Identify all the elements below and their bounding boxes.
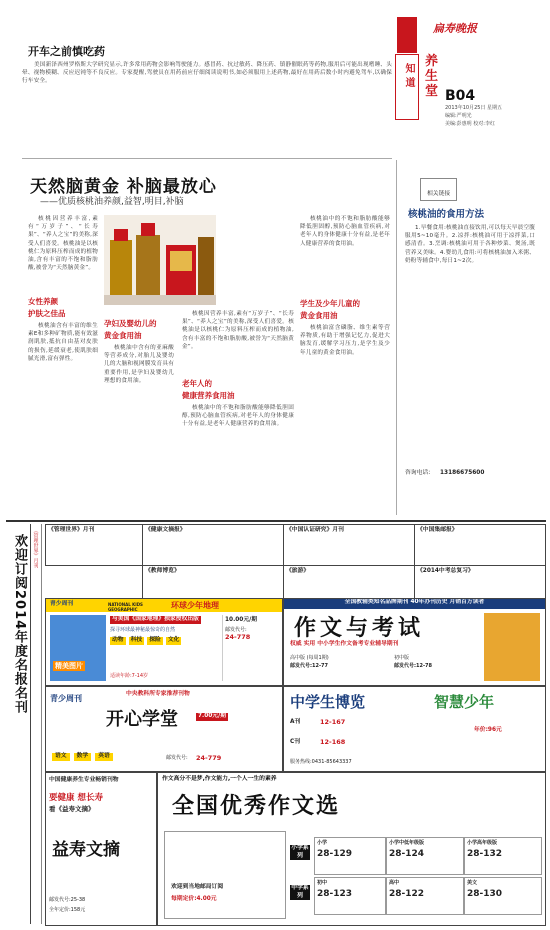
qingshao-tags [110, 637, 181, 645]
youxiu-cell [386, 877, 464, 915]
article2-column3: 核桃因营养丰富,素有“万岁子”、“长寿果”、“养人之宝”的美称,深受人们喜爱。核桃油是以核桃仁为原料压榨而成的植物油,含有丰富的不饱和脂肪酸,被誉为“天然脑黄金”。 [182, 311, 294, 350]
youxiu-cell-v: 28-129 [317, 848, 353, 859]
masthead-tab-box [395, 54, 419, 120]
qingshao-tag: 探险 [149, 637, 161, 643]
masthead-editor: 编辑:严明光 [445, 113, 472, 119]
student-body: 核桃油富含磷脂、维生素等营养物质,有助于增强记忆力,促进大脑发育,缓解学习压力,是学生及少年儿童的黄金食用油。 [300, 325, 390, 356]
masthead-bar [397, 17, 417, 53]
yishou-line3: 看《益寿文摘》 [49, 805, 95, 813]
qingshao-cover [50, 615, 106, 681]
sidebar-phone: 13186675600 [440, 470, 485, 476]
qingshao-geo: NATIONAL KIDS GEOGRAPHIC [108, 602, 143, 612]
kaixin-code-value: 24-779 [196, 754, 222, 762]
youxiu-cell [314, 837, 386, 875]
zuowen-covers [484, 613, 540, 681]
list-c5-title: 《教师博览》 [145, 568, 180, 574]
ad-kaixin [45, 686, 283, 772]
heading-elder: 老年人的 [182, 379, 212, 388]
kaixin-brand: 青少周刊 [50, 694, 82, 703]
qingshao-line2: 探寻环球最神秘最惊奇的自然 [110, 627, 176, 633]
qingshao-sample: 精美图片 [55, 662, 83, 670]
heading-elder2: 健康营养食用油 [182, 391, 235, 400]
product-image [104, 215, 216, 305]
sidebar-body: 1.早餐食用:核桃油直接饮用,可以每天早晨空腹服用5~10毫升。2.凉拌:核桃油可用于凉拌菜,口感清香。3.烹调:核桃油可用于各种炒菜、煲汤,既营养又美味。4.婴幼儿食用:可将核桃油加入米粥、奶粉等辅食中,每日1~2次。 [405, 225, 535, 264]
youxiu-cell [464, 837, 542, 875]
youxiu-cell-v: 28-130 [467, 888, 503, 899]
subscribe-list-strip [31, 524, 42, 924]
youxiu-info-box [164, 831, 286, 919]
qingshao-pricebox [222, 615, 279, 681]
list-c4-title: 《中国集邮报》 [417, 527, 458, 533]
subscribe-strip [6, 524, 31, 924]
zhongxue-sub: 智慧少年 [434, 693, 495, 711]
youxiu-cell-v: 28-122 [389, 888, 425, 899]
sidebar-tag-text: 相关链接 [427, 191, 451, 197]
zhongxue-a1c: 12-167 [320, 718, 346, 726]
zhongxue-a1: A刊 [290, 719, 301, 725]
ad-zhongxue [283, 686, 546, 772]
article1-body: 美国新泽西州罗格斯大学研究显示,许多常用药物会影响驾驶能力。感冒药、抗过敏药、降压药、镇静催眠药等药物,服用后可能出现嗜睡、头晕、视物模糊、反应迟钝等不良反应。专家提醒,驾驶员在用药前应仔细阅读说明书,如必须服用上述药物,最好在用药后数小时内避免驾车,以确保行车安全。 [22, 62, 392, 85]
youxiu-label-b: 中学系列 [291, 885, 309, 899]
list-c6 [283, 565, 415, 599]
masthead-tab-text: 知道 [403, 63, 414, 91]
list-c4 [414, 524, 546, 566]
list-c1 [45, 524, 143, 566]
yishou-price: 全年定价:158元 [49, 907, 86, 913]
zhongxue-a2c: 12-168 [320, 738, 346, 746]
youxiu-top: 作文高分不是梦,作文能力,一个人一生的素养 [162, 776, 277, 782]
zhongxue-price: 年价:96元 [474, 727, 502, 733]
subscribe-list-text: 《管理世界》月刊 [32, 528, 39, 568]
masthead-code: B04 [445, 88, 476, 104]
zuowen-r1c: 邮发代号:12-77 [290, 663, 328, 669]
article2-column4-top: 核桃油中的不饱和脂肪酸能够降低胆固醇,预防心脑血管疾病,对老年人的身体健康十分有益,是老年人健康营养的食用油。 [300, 216, 390, 247]
masthead-date: 2013年10月25日 星期五 [445, 105, 503, 111]
sidebar-tag [420, 178, 457, 201]
qingshao-price: 10.00元/期 [225, 617, 258, 623]
youxiu-left: 欢迎到当地邮局订阅 [171, 884, 224, 890]
kaixin-code: 邮发代号: [166, 755, 188, 761]
zhongxue-phone: 服务热线:0431-85643337 [290, 759, 352, 765]
zuowen-r2: 初中版 [394, 655, 410, 661]
yishou-line2: 要健康 想长寿 [49, 793, 103, 803]
sidebar-title: 核桃油的食用方法 [408, 209, 485, 220]
kaixin-item: 英语 [95, 753, 113, 761]
article2-title: 天然脑黄金 补脑最放心 [30, 177, 217, 197]
zuowen-sub: 权威 实用 中小学生作文备考专业辅导期刊 [290, 641, 399, 647]
kaixin-title: 开心学堂 [106, 709, 178, 730]
kaixin-items [52, 753, 113, 761]
zuowen-r1: 高中版 (每周1期) [290, 655, 329, 661]
heading-pregnant2: 黄金食用油 [104, 331, 142, 340]
qingshao-code-value: 24-778 [225, 633, 251, 641]
list-c6-title: 《旅游》 [286, 568, 310, 574]
qingshao-tag: 文化 [167, 637, 180, 643]
youxiu-cell [314, 877, 386, 915]
ad-youxiu [157, 772, 546, 926]
youxiu-cell-v: 28-123 [317, 888, 353, 899]
heading-women2: 护肤之佳品 [28, 309, 66, 318]
sidebar-phone-label: 咨询电话: [405, 470, 431, 476]
qingshao-code: 邮发代号: [225, 626, 247, 633]
heading-student2: 黄金食用油 [300, 311, 338, 320]
article2-intro: 核桃因营养丰富,素有“万岁子”、“长寿果”、“养人之宝”的美称,深受人们喜爱。核桃油是以核桃仁为原料压榨而成的植物油,含有丰富的不饱和脂肪酸,被誉为“天然脑黄金”。 [28, 216, 98, 272]
youxiu-title: 全国优秀作文选 [172, 794, 341, 819]
subscribe-title: 欢迎订阅2014年度名报名刊 [12, 534, 27, 715]
elder-body: 核桃油中的不饱和脂肪酸能够降低胆固醇,预防心脑血管疾病,对老年人的身体健康十分有益,是老年人健康营养的食用油。 [182, 405, 294, 428]
ad-zuowen [283, 598, 546, 686]
qingshao-tag: 科技 [130, 637, 143, 643]
youxiu-cell-k: 小学 [317, 840, 328, 846]
article2-subtitle: ——优质核桃油养颜,益智,明目,补脑 [40, 197, 184, 207]
ad-yishou [45, 772, 157, 926]
list-c3 [283, 524, 415, 566]
list-c3-title: 《中国认证研究》月刊 [286, 527, 344, 533]
zuowen-r2c: 邮发代号:12-78 [394, 663, 432, 669]
kaixin-item: 语文 [52, 753, 70, 761]
kaixin-price: 7.00元/期 [198, 713, 227, 719]
youxiu-cell-k: 小学高年级版 [467, 840, 498, 846]
women-body: 核桃油含有丰富的维生素E和多种矿物质,能有效滋润肌肤,抵抗自由基对皮肤的损伤,延缓衰老,使肌肤细腻光滑,富有弹性。 [28, 323, 98, 362]
masthead-paper: 扁寿晚报 [433, 22, 477, 35]
youxiu-label-a: 小学系列 [291, 845, 309, 859]
qingshao-line1: 与美国《国家地理》独家授权出版 [112, 616, 199, 622]
zuowen-title: 作文与考试 [294, 615, 425, 641]
list-c2-title: 《健康文摘报》 [145, 527, 186, 533]
bottom-divider [6, 520, 546, 522]
kaixin-top: 中央教科所专家推荐刊物 [126, 691, 190, 697]
youxiu-cell [464, 877, 542, 915]
qingshao-title: 环球少年地理 [171, 601, 219, 610]
walnut-oil-bottles-icon [104, 215, 216, 305]
youxiu-cell-k: 高中 [389, 880, 400, 886]
article1-title: 开车之前慎吃药 [28, 45, 105, 58]
article1-divider [22, 158, 392, 159]
youxiu-cell-k: 美文 [467, 880, 478, 886]
youxiu-price: 每期定价:4.00元 [171, 896, 217, 902]
qingshao-tag: 动物 [112, 637, 124, 643]
yishou-line1: 中国健康养生专业畅销刊物 [49, 777, 119, 783]
masthead [395, 12, 540, 152]
masthead-section: 养生堂 [425, 54, 439, 99]
list-c7 [414, 565, 546, 599]
zhongxue-a2: C刊 [290, 739, 301, 745]
zhongxue-title: 中学生博览 [290, 693, 366, 711]
pregnant-body: 核桃油中含有的亚麻酸等营养成分,对胎儿及婴幼儿的大脑和视网膜发育具有重要作用,是孕妇及婴幼儿理想的食用油。 [104, 345, 174, 384]
qingshao-age: 适读年龄:7-14岁 [110, 673, 149, 679]
ad-qingshao [45, 598, 283, 686]
list-c7-title: 《2014中考总复习》 [417, 568, 474, 574]
qingshao-brand: 青少周刊 [50, 601, 74, 607]
youxiu-cell [386, 837, 464, 875]
heading-student: 学生及少年儿童的 [300, 299, 360, 308]
list-c5 [142, 565, 284, 599]
youxiu-cell-v: 28-124 [389, 848, 425, 859]
heading-women: 女性养颜 [28, 297, 58, 306]
list-c1-title: 《管理世界》月刊 [48, 527, 95, 533]
youxiu-cell-k: 初中 [317, 880, 328, 886]
list-c2 [142, 524, 284, 566]
youxiu-cell-v: 28-132 [467, 848, 503, 859]
zuowen-top: 全国教辅类知名品牌期刊 40年办刊历史 月销百万读者 [284, 599, 545, 609]
kaixin-item: 数学 [74, 753, 92, 761]
sidebar-vline [396, 160, 397, 515]
yishou-title: 益寿文摘 [52, 840, 120, 860]
masthead-proof: 美编:彭惠明 校对:李红 [445, 121, 495, 127]
heading-pregnant: 孕妇及婴幼儿的 [104, 319, 157, 328]
yishou-code: 邮发代号:25-38 [49, 897, 86, 903]
youxiu-cell-k: 小学中低年级版 [389, 840, 425, 846]
